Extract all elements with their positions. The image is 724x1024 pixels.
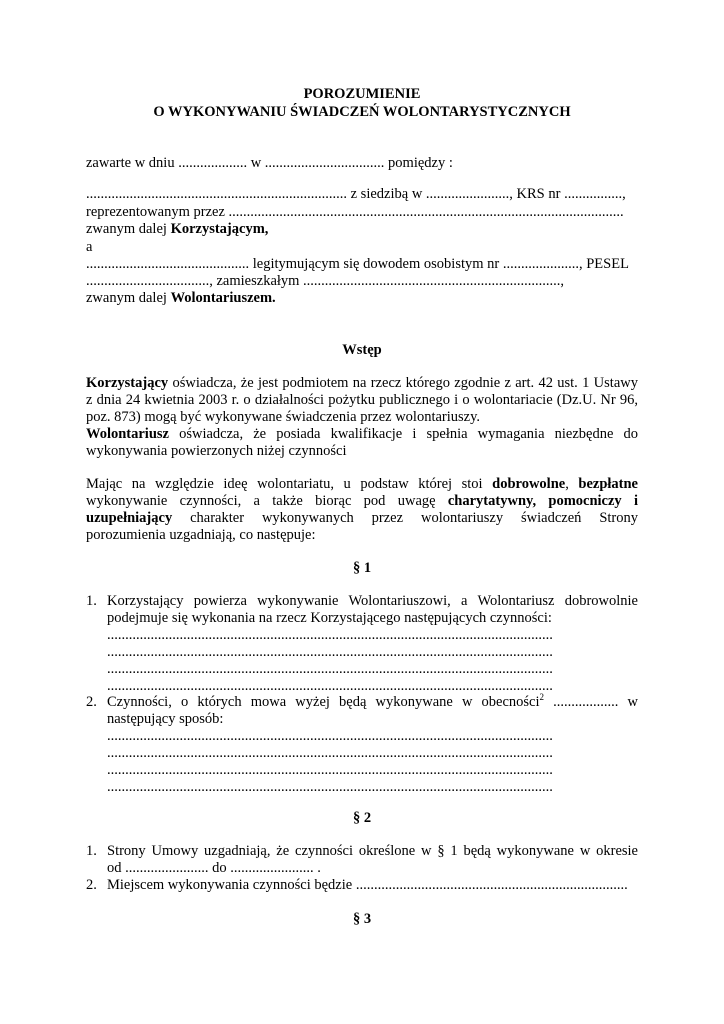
party-b-called: zwanym dalej Wolontariuszem. [86,290,276,306]
intro-p1-line3: poz. 873) mogą być wykonywane świadczenia przez wolontariuszy. [86,409,481,425]
party-b-address: .................................., zamieszkałym ......................................................................., [86,273,565,289]
footnote-marker: 2 [539,692,545,702]
party-a-called: zwanym dalej Korzystającym, [86,221,269,237]
section1-heading: § 1 [352,560,372,576]
intro-p2-line1: Wolontariusz oświadcza, że posiada kwalifikacje i spełnia wymagania niezbędne do [86,426,638,442]
section3-heading: § 3 [352,911,372,927]
document-subtitle: O WYKONYWANIU ŚWIADCZEŃ WOLONTARYSTYCZNYCH [153,104,571,120]
intro-p3-line3: uzupełniający charakter wykonywanych przez wolontariuszy świadczeń Strony [86,510,638,526]
s1-item1-dots-2: ........................................................................................................................... [107,644,553,660]
section2-heading: § 2 [352,810,372,826]
intro-p3-line4: porozumienia uzgadniają, co następuje: [86,527,316,543]
party-b-line: ............................................. legitymującym się dowodem osobistym nr ....................., PESEL [86,256,629,272]
intro-p3-line2: wykonywanie czynności, a także biorąc pod uwagę charytatywny, pomocniczy i [86,493,638,509]
s1-item1-line1: Korzystający powierza wykonywanie Wolontariuszowi, a Wolontariusz dobrowolnie [107,593,638,609]
s1-item2-dots-4: ........................................................................................................................... [107,779,553,795]
s2-item2-line1: Miejscem wykonywania czynności będzie ........................................................................... [107,877,628,893]
party-a-line: ........................................................................ z siedzibą w ......................., KRS nr ................, [86,186,626,202]
s1-item1-dots-1: ........................................................................................................................... [107,627,553,643]
s2-item2-number: 2. [86,877,97,893]
s1-item2-line2: następujący sposób: [107,711,224,727]
s1-item2-dots-2: ........................................................................................................................... [107,745,553,761]
concluded-line: zawarte w dniu ................... w ................................. pomiędzy : [86,155,453,171]
intro-p3-line1: Mając na względzie ideę wolontariatu, u podstaw której stoi dobrowolne, bezpłatne [86,476,638,492]
s2-item1-line1: Strony Umowy uzgadniają, że czynności określone w § 1 będą wykonywane w okresie [107,843,638,859]
s1-item2-line1: Czynności, o których mowa wyżej będą wykonywane w obecności$^2$ .................. w [107,692,638,710]
s1-item2-number: 2. [86,694,97,710]
s2-item1-line2: od ....................... do ....................... . [107,860,321,876]
and-conjunction: a [86,239,93,255]
intro-heading: Wstęp [342,342,382,358]
intro-p1-line2: z dnia 24 kwietnia 2003 r. o działalności pożytku publicznego i o wolontariacie (Dz.U. Nr 96, [86,392,638,408]
s1-item1-number: 1. [86,593,97,609]
s1-item1-dots-3: ........................................................................................................................... [107,661,553,677]
s1-item1-dots-4: ........................................................................................................................... [107,678,553,694]
s1-item1-line2: podejmuje się wykonania na rzecz Korzystającego następujących czynności: [107,610,552,626]
intro-p2-line2: wykonywania powierzonych niżej czynności [86,443,347,459]
s1-item2-dots-1: ........................................................................................................................... [107,728,553,744]
document-title: POROZUMIENIE [303,86,421,102]
intro-p1-line1: Korzystający oświadcza, że jest podmiotem na rzecz którego zgodnie z art. 42 ust. 1 Ustawy [86,375,638,391]
party-a-representative: reprezentowanym przez ............................................................................................................. [86,204,624,220]
s1-item2-dots-3: ........................................................................................................................... [107,762,553,778]
s2-item1-number: 1. [86,843,97,859]
